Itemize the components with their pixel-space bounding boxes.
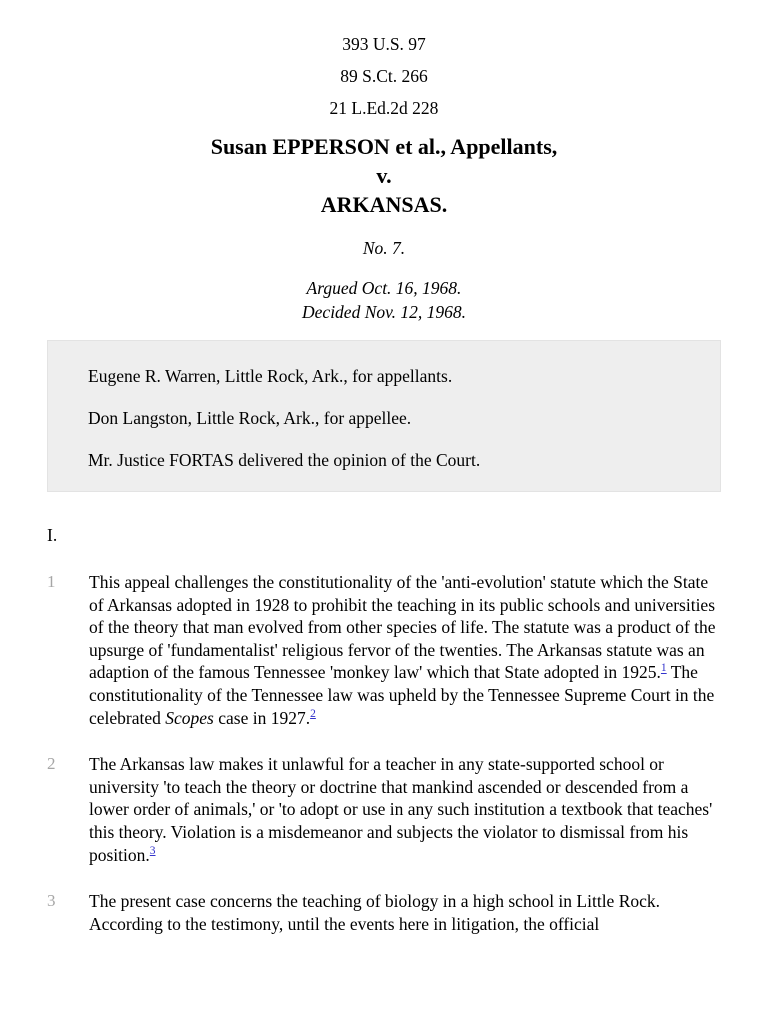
footnote-link[interactable]: 3 <box>149 844 156 857</box>
case-dates <box>0 276 768 324</box>
paragraph-text: This appeal challenges the constitutionality of the 'anti-evolution' statute which the State of Arkansas adopted in 1928 to prohibit the teaching in its public schools and universities of the theory that man evolved from other species of life. The statute was a product of the upsurge of 'fundamentalist' religious fervor of the twenties. The Arkansas statute was an adaption of the famous Tennessee 'monkey law' which that State adopted in 1925.$^1$ The constitutionality of the Tennessee law was upheld by the Tennessee Supreme Court in the celebrated Scopes case in 1927.$^2$ <box>89 572 716 728</box>
opinion-paragraph <box>47 890 721 935</box>
section-heading: I. <box>47 525 58 545</box>
counsel-appellants: Eugene R. Warren, Little Rock, Ark., for appellants. <box>88 366 453 386</box>
paragraph-text: The present case concerns the teaching of biology in a high school in Little Rock. According to the testimony, until the events here in litigation, the official <box>89 891 661 934</box>
paragraph-number: 1 <box>47 572 56 591</box>
footnote-link[interactable]: 2 <box>310 707 316 720</box>
docket-number: No. 7. <box>362 238 406 258</box>
paragraph-number: 3 <box>47 891 56 911</box>
case-title-versus: v. <box>376 163 392 188</box>
counsel-box <box>47 340 721 492</box>
argued-date: Argued Oct. 16, 1968. <box>306 278 462 298</box>
citation-sct: 89 S.Ct. 266 <box>340 66 428 86</box>
opinion-paragraph <box>47 753 721 866</box>
footnote-link[interactable]: 1 <box>660 662 667 675</box>
paragraph-text: The Arkansas law makes it unlawful for a teacher in any state-supported school or university 'to teach the theory or doctrine that mankind ascended or descended from a lower order of animals,' or 'to adopt or use in any such institution a textbook that teaches' this theory. Violation is a misdemeanor and subjects the violator to dismissal from his position.$^3$ <box>89 754 713 865</box>
case-title <box>0 132 768 219</box>
case-title-appellee: ARKANSAS. <box>320 192 448 217</box>
case-name-italic: Scopes <box>165 707 214 728</box>
case-title-appellants: Susan EPPERSON et al., Appellants, <box>210 134 558 159</box>
opinion-paragraph <box>47 571 721 729</box>
paragraph-list <box>47 571 721 935</box>
citation-us: 393 U.S. 97 <box>342 34 426 54</box>
paragraph-number: 2 <box>47 754 56 774</box>
citation-led: 21 L.Ed.2d 228 <box>329 98 439 118</box>
decided-date: Decided Nov. 12, 1968. <box>302 302 466 322</box>
opinion-author-line: Mr. Justice FORTAS delivered the opinion of the Court. <box>88 450 481 470</box>
counsel-appellee: Don Langston, Little Rock, Ark., for appellee. <box>88 408 412 428</box>
reporter-citations <box>0 0 768 119</box>
